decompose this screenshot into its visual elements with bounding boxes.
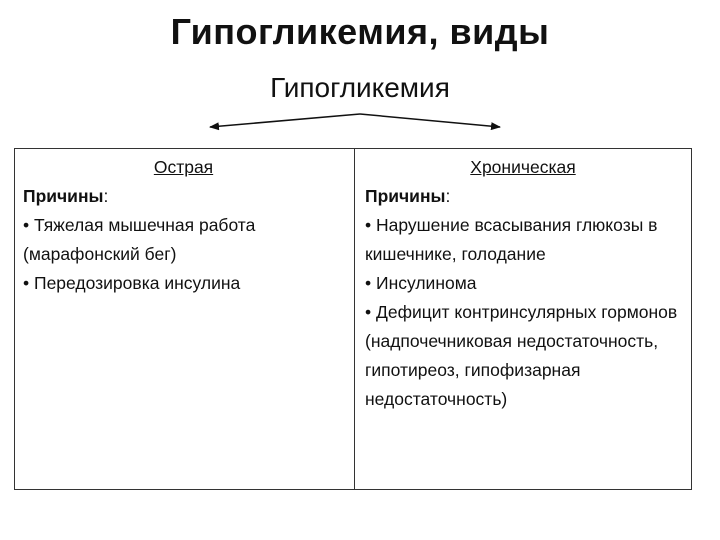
root-node-label: Гипогликемия bbox=[270, 72, 450, 103]
chronic-cause-item: • Инсулинома bbox=[365, 273, 477, 293]
arrow-to-left bbox=[210, 114, 360, 127]
chronic-heading: Хроническая bbox=[470, 157, 576, 177]
types-table bbox=[14, 148, 692, 490]
acute-heading: Острая bbox=[153, 157, 214, 177]
slide-title: Гипогликемия, виды bbox=[170, 11, 550, 52]
acute-cause-item: • Передозировка инсулина bbox=[23, 273, 241, 293]
chronic-cause-item: • Нарушение всасывания глюкозы в кишечнике, голодание bbox=[365, 215, 658, 264]
branch-arrows bbox=[0, 108, 720, 148]
chronic-cause-item: • Дефицит контринсулярных гормонов (надпочечниковая недостаточность, гипотиреоз, гипофизарная недостаточность) bbox=[365, 302, 678, 409]
acute-column bbox=[15, 149, 355, 489]
acute-cause-item: • Тяжелая мышечная работа (марафонский бег) bbox=[23, 215, 256, 264]
acute-causes-label: Причины: bbox=[23, 186, 109, 206]
chronic-column bbox=[355, 149, 691, 489]
chronic-causes-label: Причины: bbox=[365, 186, 451, 206]
arrow-to-right bbox=[360, 114, 500, 127]
